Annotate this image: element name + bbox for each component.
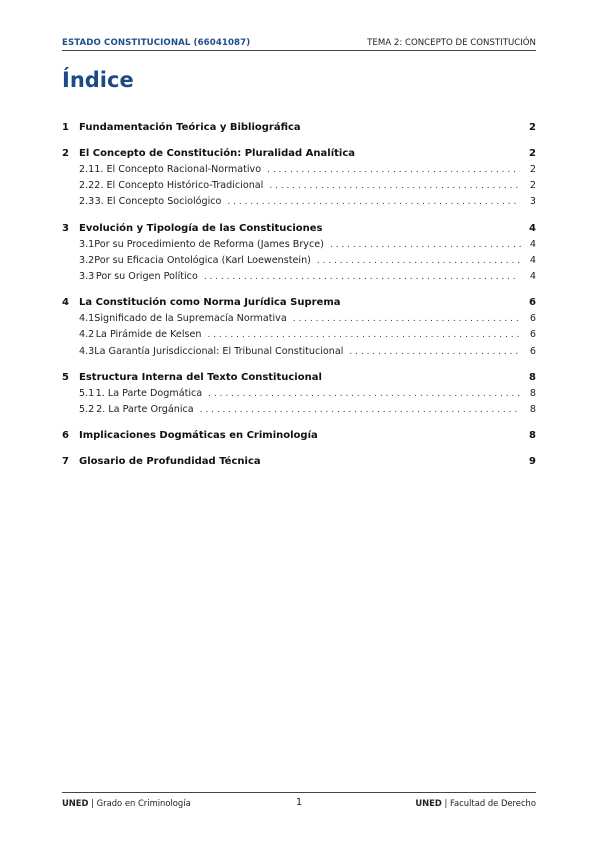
toc-entry-page: 9: [529, 456, 536, 468]
toc-subentry-number: 3.1: [79, 238, 95, 250]
toc-entry-page: 4: [529, 222, 536, 234]
toc-entry-number: 4: [62, 297, 69, 309]
toc-subentry[interactable]: [62, 313, 536, 329]
toc-entry[interactable]: [62, 223, 536, 239]
toc-subentry-number: 4.3: [79, 345, 95, 357]
toc-subentry-label: La Garantía Jurisdiccional: El Tribunal Constitucional: [94, 345, 344, 357]
toc-subentry-page: 6: [529, 313, 536, 325]
footer-right-text: Facultad de Derecho: [450, 798, 536, 808]
toc-subentry[interactable]: [62, 239, 536, 255]
page-footer: [62, 792, 536, 808]
toc-entry-label: La Constitución como Norma Jurídica Suprema: [79, 297, 341, 309]
toc-entry-number: 6: [62, 430, 69, 442]
toc-entry-number: 3: [62, 222, 69, 234]
toc-entry-label: Evolución y Tipología de las Constituciones: [79, 222, 323, 234]
toc-subentry-page: 4: [529, 238, 536, 250]
dot-leader: [227, 197, 519, 207]
toc-subentry[interactable]: [62, 346, 536, 362]
toc-entry-page: 8: [529, 371, 536, 383]
toc-title: Índice: [62, 68, 134, 92]
toc-subentry-number: 2.1: [79, 164, 95, 175]
toc-subentry-label: 2. El Concepto Histórico-Tradicional: [94, 180, 264, 192]
toc-subentry-label: 1. El Concepto Racional-Normativo: [94, 164, 262, 175]
dot-leader: [208, 389, 519, 399]
dot-leader: [349, 347, 521, 357]
toc-subentry-label: 1. La Parte Dogmática: [95, 387, 203, 399]
dot-leader: [269, 181, 520, 191]
footer-left-text: Grado en Criminología: [96, 798, 191, 808]
dot-leader: [207, 330, 518, 340]
toc-subentry-page: 4: [529, 254, 536, 266]
toc-entry-page: 2: [529, 148, 536, 159]
toc-entry[interactable]: [62, 372, 536, 388]
toc-subentry-number: 4.1: [79, 313, 95, 325]
toc-subentry[interactable]: [62, 329, 536, 345]
toc-subentry[interactable]: [62, 164, 536, 180]
toc-section: [62, 430, 536, 446]
toc-entry-label: El Concepto de Constitución: Pluralidad Analítica: [79, 148, 356, 159]
toc-subentry[interactable]: [62, 255, 536, 271]
footer-left-separator: |: [91, 798, 94, 808]
toc-subentry-page: 8: [529, 387, 536, 399]
toc-entry-page: 2: [529, 122, 536, 133]
toc-subentry-label: Por su Procedimiento de Reforma (James Bryce): [94, 238, 324, 250]
toc-section: [62, 148, 536, 213]
toc-entry-page: 8: [529, 430, 536, 442]
toc-section: [62, 297, 536, 362]
toc-entry-number: 7: [62, 456, 69, 468]
toc-subentry-label: Por su Eficacia Ontológica (Karl Loewenstein): [94, 254, 311, 266]
toc-entry[interactable]: [62, 122, 536, 138]
toc-subentry-page: 3: [529, 196, 536, 208]
toc-subentry[interactable]: [62, 404, 536, 420]
toc-subentry-label: 2. La Parte Orgánica: [96, 403, 194, 415]
toc-entry-label: Estructura Interna del Texto Constitucional: [79, 371, 322, 383]
toc-subentry-number: 2.2: [79, 180, 95, 192]
toc-subentry[interactable]: [62, 196, 536, 212]
header-topic: TEMA 2: CONCEPTO DE CONSTITUCIÓN: [367, 38, 536, 48]
toc-subentry-label: 3. El Concepto Sociológico: [94, 196, 222, 208]
page-number: 1: [295, 797, 303, 808]
toc-subentry[interactable]: [62, 388, 536, 404]
toc-subentry[interactable]: [62, 180, 536, 196]
footer-right: [415, 798, 536, 808]
dot-leader: [293, 314, 521, 324]
toc-entry-page: 6: [529, 297, 536, 309]
toc-subentry[interactable]: [62, 271, 536, 287]
dot-leader: [267, 165, 520, 175]
dot-leader: [317, 256, 522, 266]
footer-right-separator: |: [444, 798, 448, 808]
dot-leader: [330, 240, 522, 250]
toc-subentry-number: 4.2: [79, 329, 95, 341]
toc-entry-label: Glosario de Profundidad Técnica: [79, 456, 261, 468]
toc-subentry-number: 5.1: [79, 387, 95, 399]
toc-section: [62, 456, 536, 472]
page-header: [62, 34, 536, 51]
toc-entry[interactable]: [62, 456, 536, 472]
toc-subentry-label: Significado de la Supremacía Normativa: [94, 313, 287, 325]
toc-subentry-page: 2: [529, 164, 536, 175]
table-of-contents: [62, 122, 536, 482]
toc-subentry-label: Por su Origen Político: [95, 270, 198, 282]
toc-subentry-number: 5.2: [79, 403, 95, 415]
dot-leader: [204, 272, 519, 282]
toc-subentry-page: 2: [529, 180, 536, 192]
toc-entry-label: Implicaciones Dogmáticas en Criminología: [79, 430, 318, 442]
footer-left: [62, 798, 191, 808]
toc-entry[interactable]: [62, 148, 536, 164]
toc-entry-number: 1: [62, 122, 69, 133]
toc-subentry-number: 3.3: [79, 270, 95, 282]
toc-subentry-label: La Pirámide de Kelsen: [95, 329, 202, 341]
toc-section: [62, 122, 536, 138]
toc-subentry-number: 3.2: [79, 254, 95, 266]
toc-entry[interactable]: [62, 297, 536, 313]
toc-section: [62, 372, 536, 420]
toc-subentry-page: 8: [529, 403, 536, 415]
toc-subentry-page: 6: [529, 345, 536, 357]
toc-entry[interactable]: [62, 430, 536, 446]
toc-entry-number: 5: [62, 371, 69, 383]
header-course: ESTADO CONSTITUCIONAL (66041087): [62, 38, 251, 48]
footer-left-brand: UNED: [62, 798, 89, 808]
toc-subentry-page: 6: [529, 329, 536, 341]
dot-leader: [200, 405, 519, 415]
toc-entry-number: 2: [62, 148, 69, 159]
footer-right-brand: UNED: [415, 798, 442, 808]
toc-entry-label: Fundamentación Teórica y Bibliográfica: [79, 122, 301, 133]
toc-subentry-page: 4: [529, 270, 536, 282]
toc-section: [62, 223, 536, 288]
toc-subentry-number: 2.3: [79, 196, 95, 208]
